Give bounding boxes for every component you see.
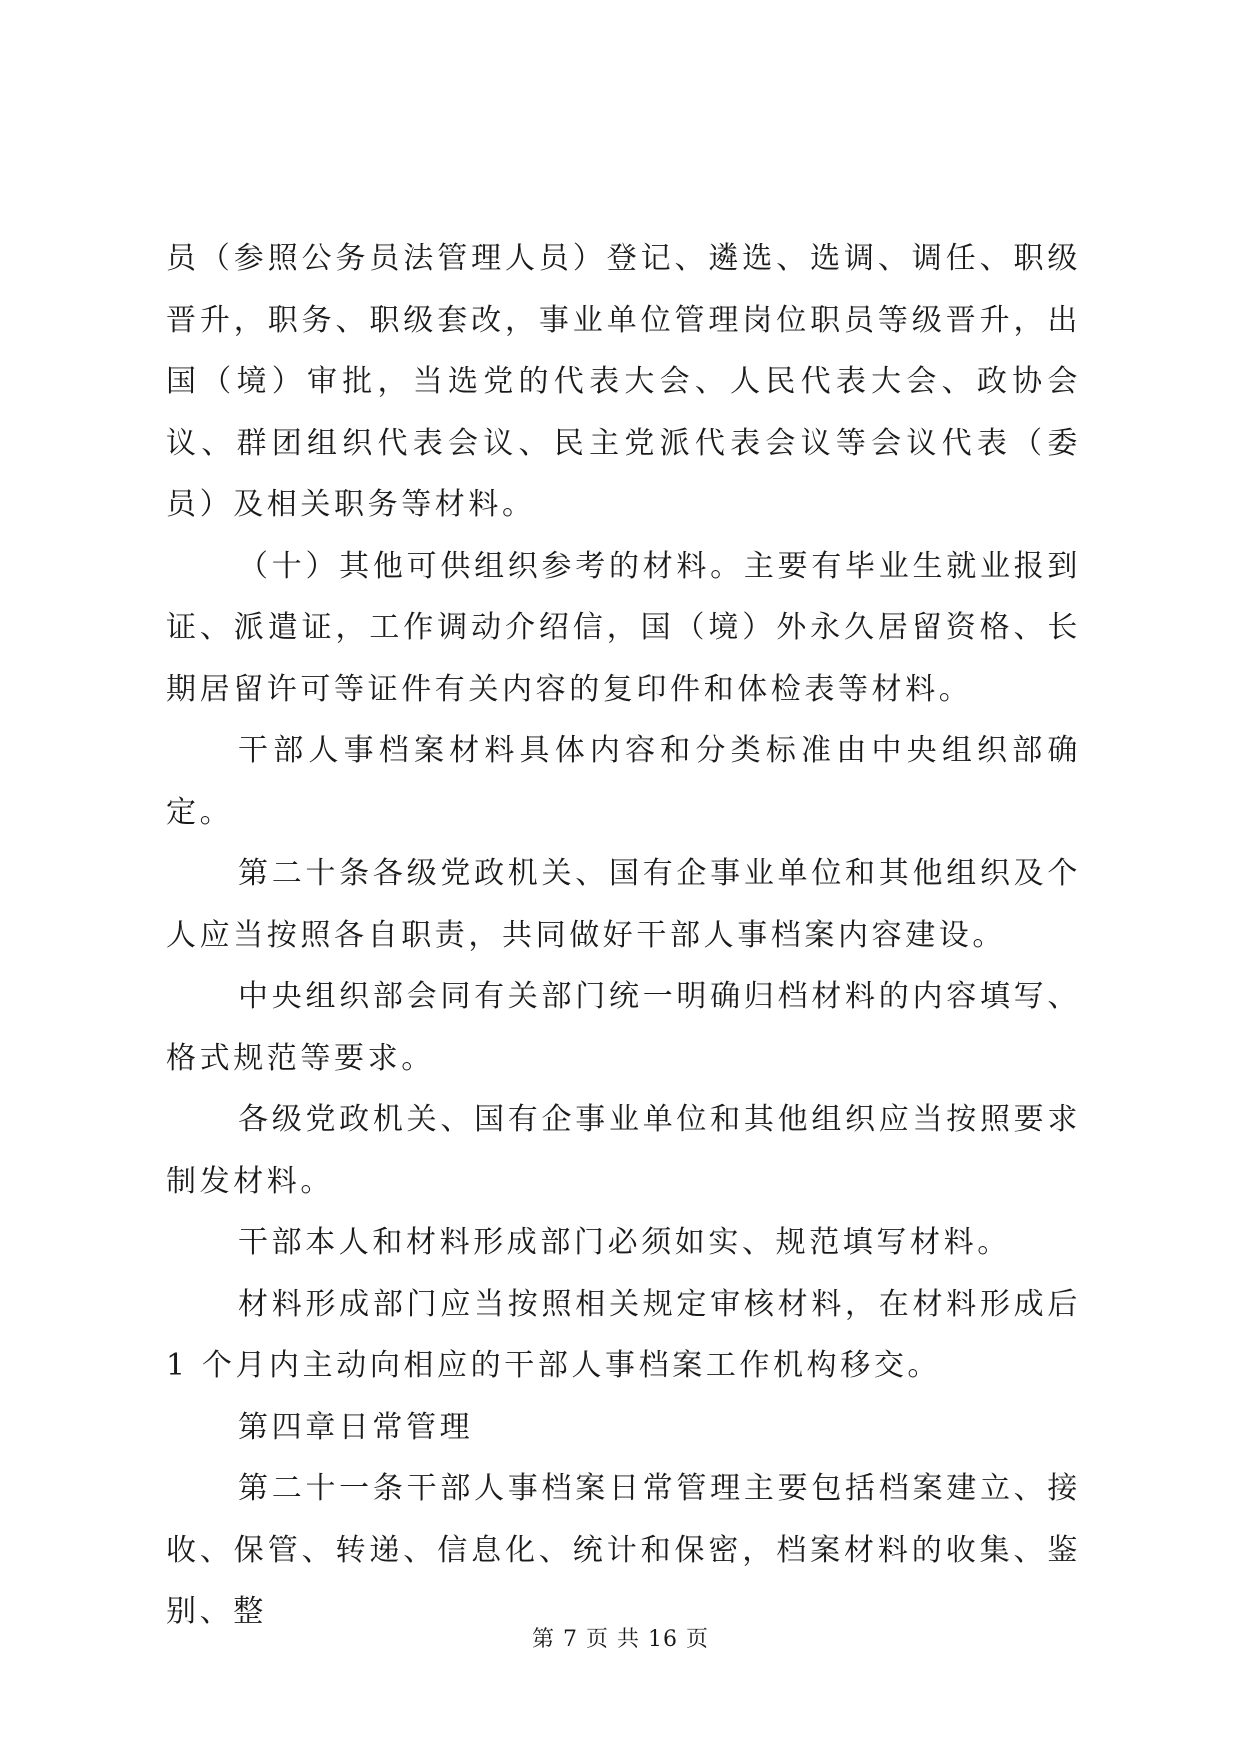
paragraph-article-20: 第二十条各级党政机关、国有企事业单位和其他组织及个人应当按照各自职责，共同做好干部人事档案内容建设。 — [166, 856, 1081, 953]
page-number: 第 7 页 共 16 页 — [532, 1627, 709, 1652]
paragraph-issue-materials: 各级党政机关、国有企事业单位和其他组织应当按照要求制发材料。 — [166, 1102, 1081, 1199]
paragraph-classification: 干部人事档案材料具体内容和分类标准由中央组织部确定。 — [166, 733, 1081, 830]
paragraph-fill-truthfully: 干部本人和材料形成部门必须如实、规范填写材料。 — [238, 1225, 1011, 1260]
paragraph-article-21: 第二十一条干部人事档案日常管理主要包括档案建立、接收、保管、转递、信息化、统计和保密，档案材料的收集、鉴别、整 — [166, 1471, 1081, 1629]
paragraph-review-transfer: 材料形成部门应当按照相关规定审核材料，在材料形成后 1 个月内主动向相应的干部人事档案工作机构移交。 — [166, 1286, 1081, 1383]
document-body — [166, 228, 1081, 1643]
paragraph-format-requirements: 中央组织部会同有关部门统一明确归档材料的内容填写、格式规范等要求。 — [166, 979, 1081, 1076]
paragraph-continuation: 员（参照公务员法管理人员）登记、遴选、选调、调任、职级晋升，职务、职级套改，事业单位管理岗位职员等级晋升，出国（境）审批，当选党的代表大会、人民代表大会、政协会议、群团组织代表会议、民主党派代表会议等会议代表（委员）及相关职务等材料。 — [166, 241, 1081, 522]
chapter-heading: 第四章日常管理 — [238, 1409, 474, 1445]
paragraph-other-materials: （十）其他可供组织参考的材料。主要有毕业生就业报到证、派遣证，工作调动介绍信，国（境）外永久居留资格、长期居留许可等证件有关内容的复印件和体检表等材料。 — [166, 548, 1081, 707]
